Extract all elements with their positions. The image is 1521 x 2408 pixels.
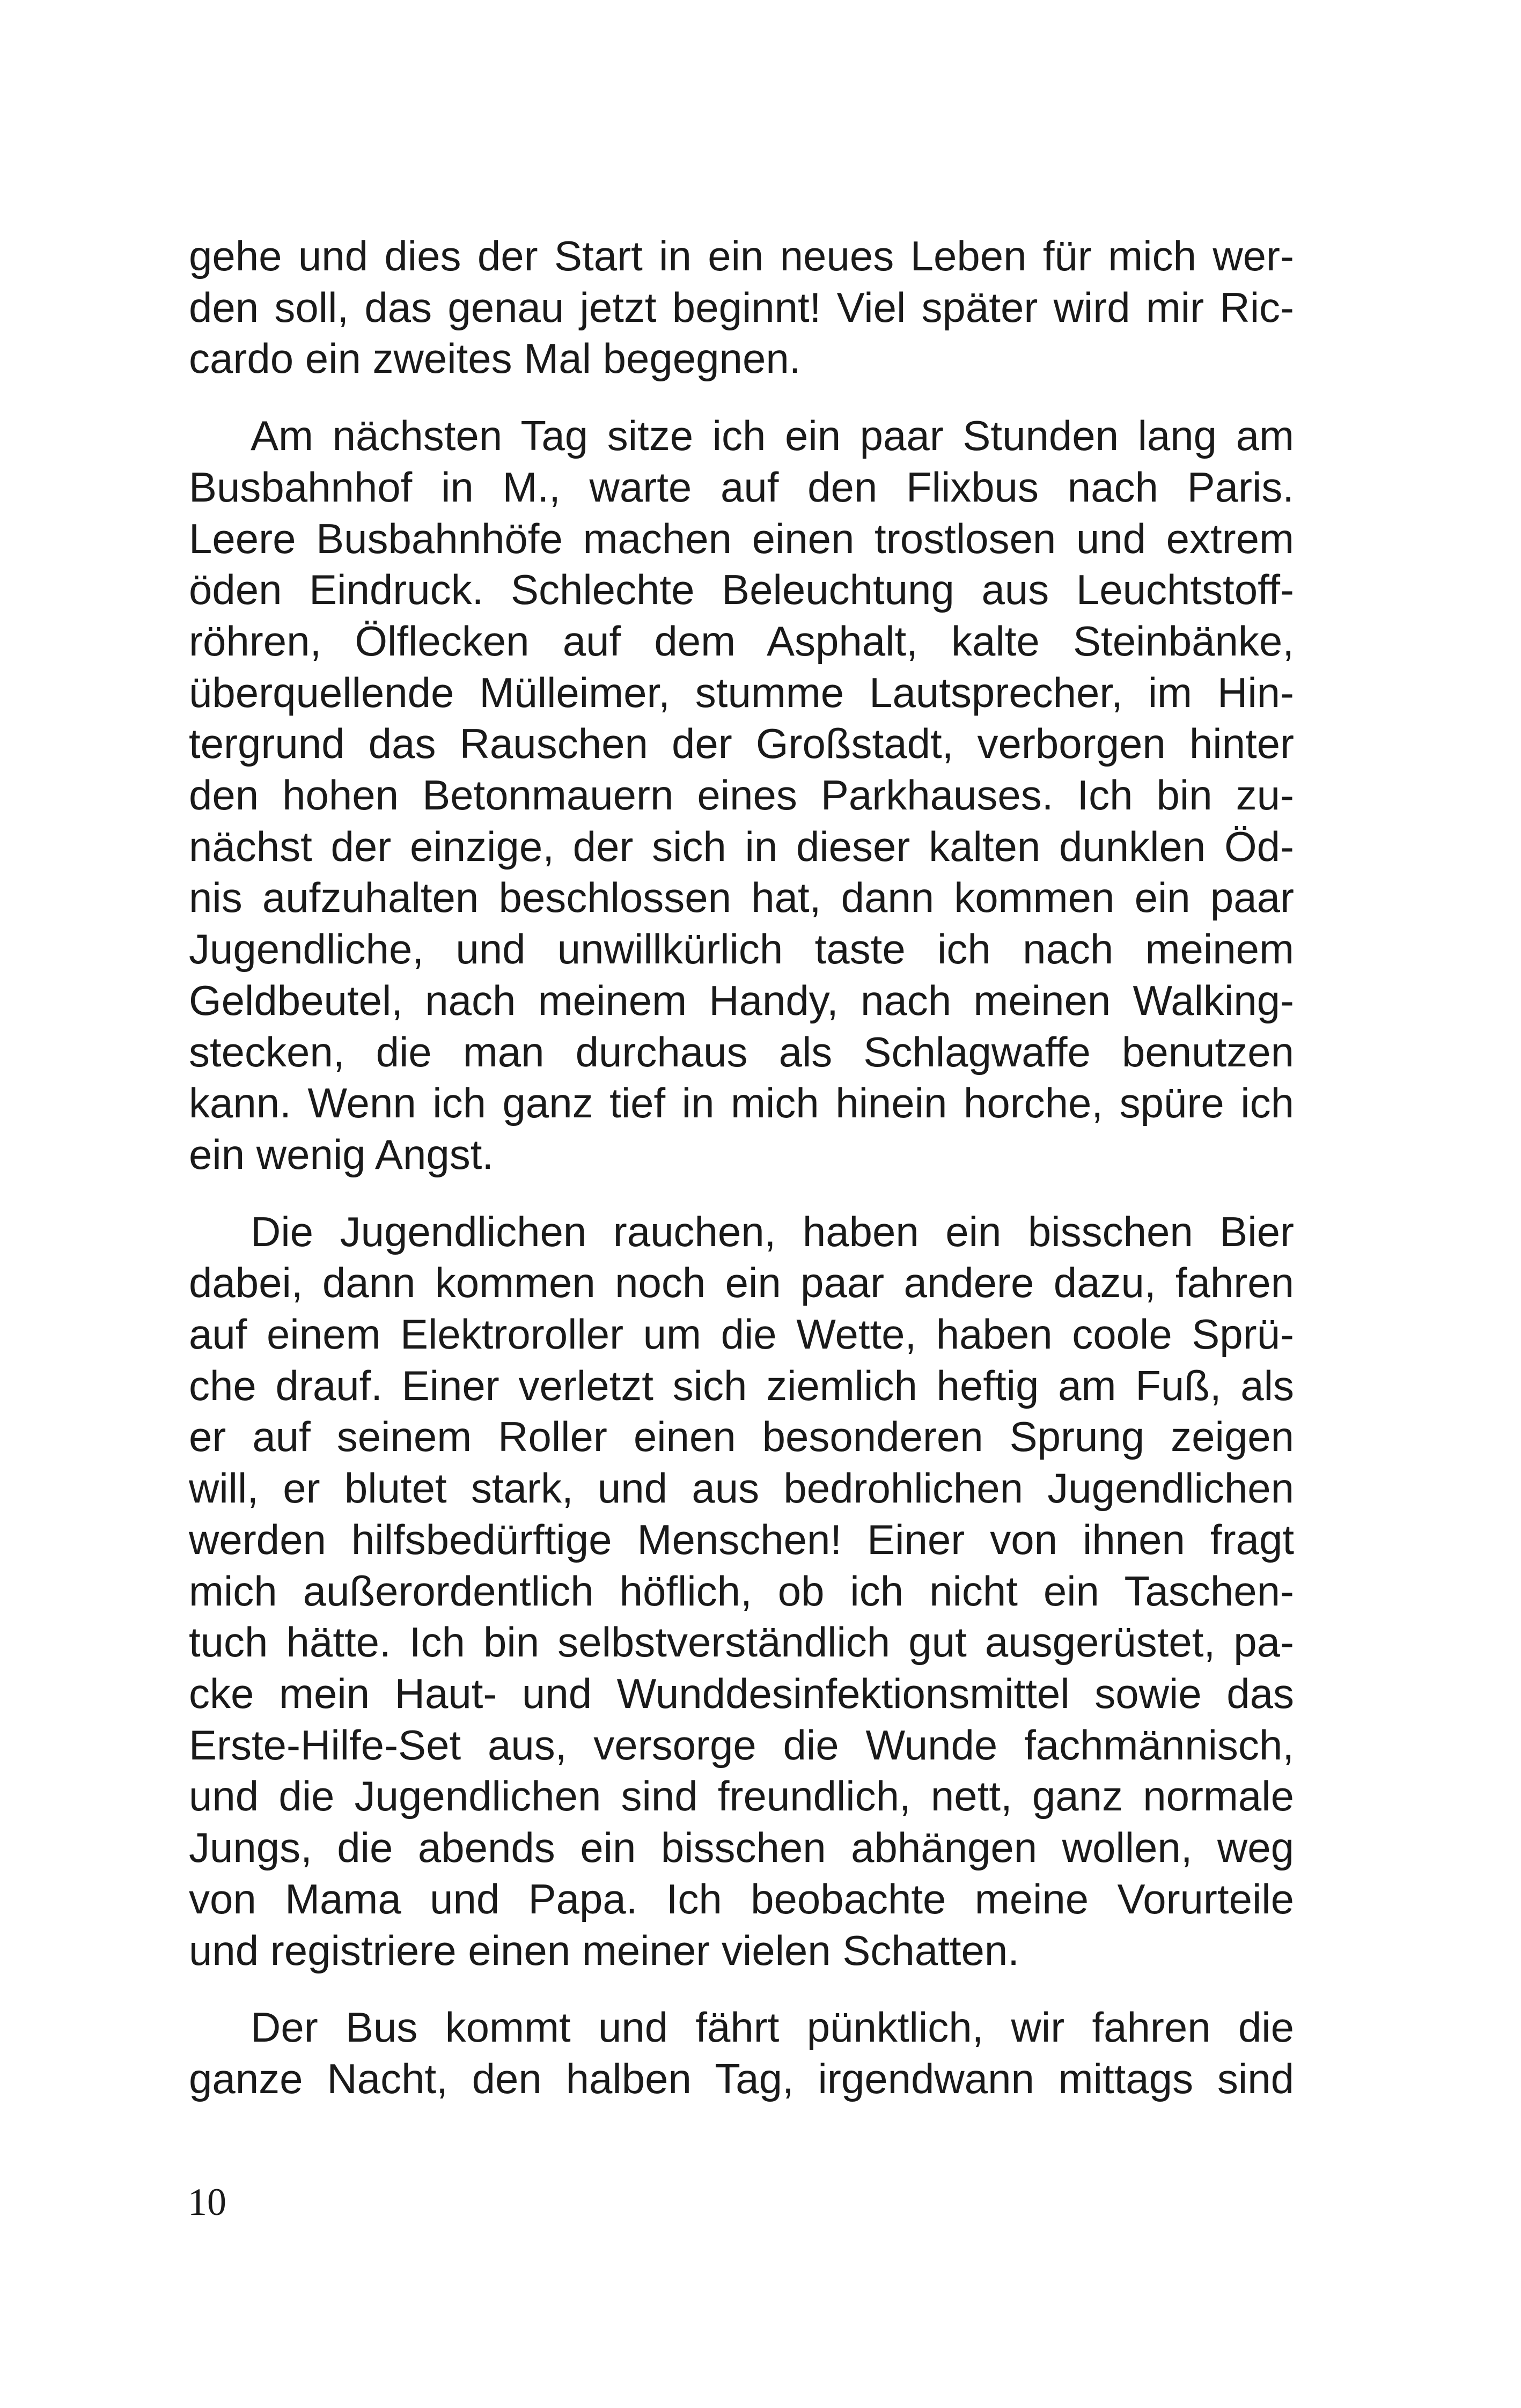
text-line: nächst der einzige, der sich in dieser kalten dunklen Öd- (189, 822, 1294, 870)
text-line: er auf seinem Roller einen besonderen Sprung zeigen (189, 1413, 1294, 1461)
text-line: und die Jugendlichen sind freundlich, nett, ganz normale (189, 1772, 1294, 1820)
text-line: dabei, dann kommen noch ein paar andere dazu, fahren (189, 1259, 1294, 1307)
text-line: ein wenig Angst. (189, 1130, 494, 1178)
text-line: kann. Wenn ich ganz tief in mich hinein horche, spüre ich (189, 1079, 1294, 1127)
text-line: gehe und dies der Start in ein neues Leben für mich wer- (189, 232, 1294, 279)
paragraph (189, 2002, 1294, 2104)
text-line: stecken, die man durchaus als Schlagwaffe benutzen (189, 1028, 1294, 1076)
text-line: mich außerordentlich höflich, ob ich nicht ein Taschen- (189, 1567, 1294, 1615)
text-line: überquellende Mülleimer, stumme Lautsprecher, im Hin- (189, 668, 1294, 716)
text-line: Jugendliche, und unwillkürlich taste ich nach meinem (189, 925, 1294, 973)
text-line: tergrund das Rauschen der Großstadt, verborgen hinter (189, 720, 1294, 768)
paragraph (189, 1206, 1294, 1977)
text-line: will, er blutet stark, und aus bedrohlichen Jugendlichen (189, 1464, 1294, 1512)
text-line: nis aufzuhalten beschlossen hat, dann kommen ein paar (189, 874, 1294, 922)
text-line: cardo ein zweites Mal begegnen. (189, 335, 801, 382)
text-line: den hohen Betonmauern eines Parkhauses. Ich bin zu- (189, 771, 1294, 819)
text-line: den soll, das genau jetzt beginnt! Viel später wird mir Ric- (189, 283, 1294, 331)
text-line: ganze Nacht, den halben Tag, irgendwann mittags sind (189, 2054, 1294, 2102)
text-line: öden Eindruck. Schlechte Beleuchtung aus Leuchtstoff- (189, 566, 1294, 614)
paragraph (189, 231, 1294, 385)
text-line: Jungs, die abends ein bisschen abhängen wollen, weg (189, 1824, 1294, 1872)
text-line: werden hilfsbedürftige Menschen! Einer von ihnen fragt (189, 1515, 1294, 1563)
text-line: von Mama und Papa. Ich beobachte meine Vorurteile (189, 1875, 1294, 1923)
text-line: Leere Busbahnhöfe machen einen trostlosen und extrem (189, 514, 1294, 562)
text-line: Am nächsten Tag sitze ich ein paar Stunden lang am (251, 412, 1294, 460)
text-line: und registriere einen meiner vielen Schatten. (189, 1926, 1019, 1974)
text-line: tuch hätte. Ich bin selbstverständlich gut ausgerüstet, pa- (189, 1618, 1294, 1666)
text-line: Busbahnhof in M., warte auf den Flixbus nach Paris. (189, 463, 1294, 511)
text-line: che drauf. Einer verletzt sich ziemlich heftig am Fuß, als (189, 1361, 1294, 1409)
text-line: Die Jugendlichen rauchen, haben ein bisschen Bier (251, 1207, 1294, 1255)
text-line: Der Bus kommt und fährt pünktlich, wir fahren die (251, 2004, 1294, 2051)
text-line: auf einem Elektroroller um die Wette, haben coole Sprü- (189, 1310, 1294, 1358)
body-text (189, 231, 1294, 2105)
paragraph (189, 410, 1294, 1181)
text-line: röhren, Ölflecken auf dem Asphalt, kalte Steinbänke, (189, 617, 1294, 665)
page-number: 10 (188, 2181, 226, 2223)
text-line: Erste-Hilfe-Set aus, versorge die Wunde fachmännisch, (189, 1721, 1294, 1769)
text-line: Geldbeutel, nach meinem Handy, nach meinen Walking- (189, 976, 1294, 1024)
text-line: cke mein Haut- und Wunddesinfektionsmittel sowie das (189, 1669, 1294, 1717)
